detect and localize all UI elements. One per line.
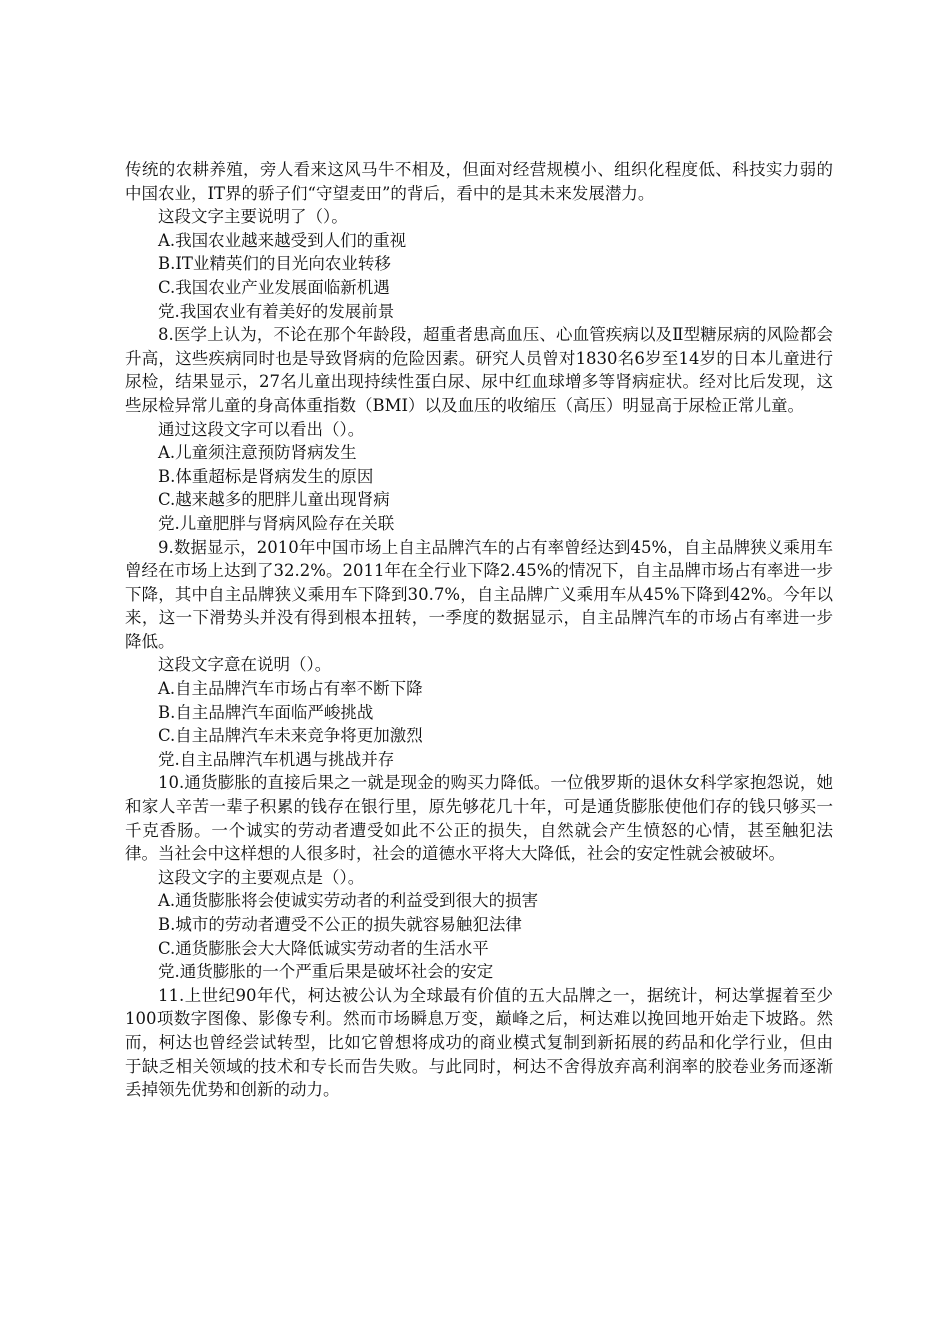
question-8-option-c: C.越来越多的肥胖儿童出现肾病: [158, 490, 390, 510]
question-8-option-a: A.儿童须注意预防肾病发生: [158, 443, 357, 463]
question-11-passage: 11.上世纪90年代，柯达被公认为全球最有价值的五大品牌之一，据统计，柯达掌握着至少100项数字图像、影像专利。然而市场瞬息万变，巅峰之后，柯达难以挽回地开始走下坡路。然而，柯达也曾经尝试转型，比如它曾想将成功的商业模式复制到新拓展的药品和化学行业，但由于缺乏相关领域的技术和专长而告失败。与此同时，柯达不舍得放弃高利润率的胶卷业务而逐渐丢掉领先优势和创新的动力。: [125, 985, 833, 1100]
question-9-option-a: A.自主品牌汽车市场占有率不断下降: [158, 679, 423, 699]
question-8-option-d: 党.儿童肥胖与肾病风险存在关联: [158, 513, 395, 533]
question-9-option-c: C.自主品牌汽车未来竞争将更加激烈: [158, 726, 423, 746]
question-10-option-a: A.通货膨胀将会使诚实劳动者的利益受到很大的损害: [158, 891, 539, 911]
question-9-option-d: 党.自主品牌汽车机遇与挑战并存: [158, 749, 395, 769]
question-7-option-d: 党.我国农业有着美好的发展前景: [158, 301, 395, 321]
question-10-prompt: 这段文字的主要观点是（）。: [158, 867, 365, 887]
question-9-passage: 9.数据显示，2010年中国市场上自主品牌汽车的占有率曾经达到45%，自主品牌狭义乘用车曾经在市场上达到了32.2%。2011年在全行业下降2.45%的情况下，自主品牌市场占有率进一步下降，其中自主品牌狭义乘用车下降到30.7%，自主品牌广义乘用车从45%下降到42%。今年以来，这一下滑势头并没有得到根本扭转，一季度的数据显示，自主品牌汽车的市场占有率进一步降低。: [125, 537, 833, 651]
question-7-prompt: 这段文字主要说明了（）。: [158, 207, 348, 227]
question-7-option-a: A.我国农业越来越受到人们的重视: [158, 230, 407, 250]
paragraph-intro-continuation: 传统的农耕养殖，旁人看来这风马牛不相及，但面对经营规模小、组织化程度低、科技实力弱的中国农业，IT界的骄子们“守望麦田”的背后，看中的是其未来发展潜力。: [125, 160, 833, 203]
document-page: [125, 158, 833, 1102]
question-10-option-b: B.城市的劳动者遭受不公正的损失就容易触犯法律: [158, 915, 522, 934]
question-8-option-b: B.体重超标是肾病发生的原因: [158, 466, 374, 486]
question-10-passage: 10.通货膨胀的直接后果之一就是现金的购买力降低。一位俄罗斯的退休女科学家抱怨说，她和家人辛苦一辈子积累的钱存在银行里，原先够花几十年，可是通货膨胀使他们存的钱只够买一千克香肠。一个诚实的劳动者遭受如此不公正的损失，自然就会产生愤怒的心情，甚至触犯法律。当社会中这样想的人很多时，社会的道德水平将大大降低，社会的安定性就会被破坏。: [125, 773, 833, 864]
question-7-option-b: B.IT业精英们的目光向农业转移: [158, 254, 391, 274]
question-8-prompt: 通过这段文字可以看出（）。: [158, 419, 365, 439]
question-8-passage: 8.医学上认为，不论在那个年龄段，超重者患高血压、心血管疾病以及Ⅱ型糖尿病的风险都会升高，这些疾病同时也是导致肾病的危险因素。研究人员曾对1830名6岁至14岁的日本儿童进行尿检，结果显示，27名儿童出现持续性蛋白尿、尿中红血球增多等肾病症状。经对比后发现，这些尿检异常儿童的身高体重指数（BMI）以及血压的收缩压（高压）明显高于尿检正常儿童。: [125, 325, 833, 415]
question-9-option-b: B.自主品牌汽车面临严峻挑战: [158, 702, 374, 722]
question-7-option-c: C.我国农业产业发展面临新机遇: [158, 277, 390, 297]
question-9-prompt: 这段文字意在说明（）。: [158, 655, 332, 675]
question-10-option-d: 党.通货膨胀的一个严重后果是破坏社会的安定: [158, 962, 494, 982]
question-10-option-c: C.通货膨胀会大大降低诚实劳动者的生活水平: [158, 938, 489, 958]
